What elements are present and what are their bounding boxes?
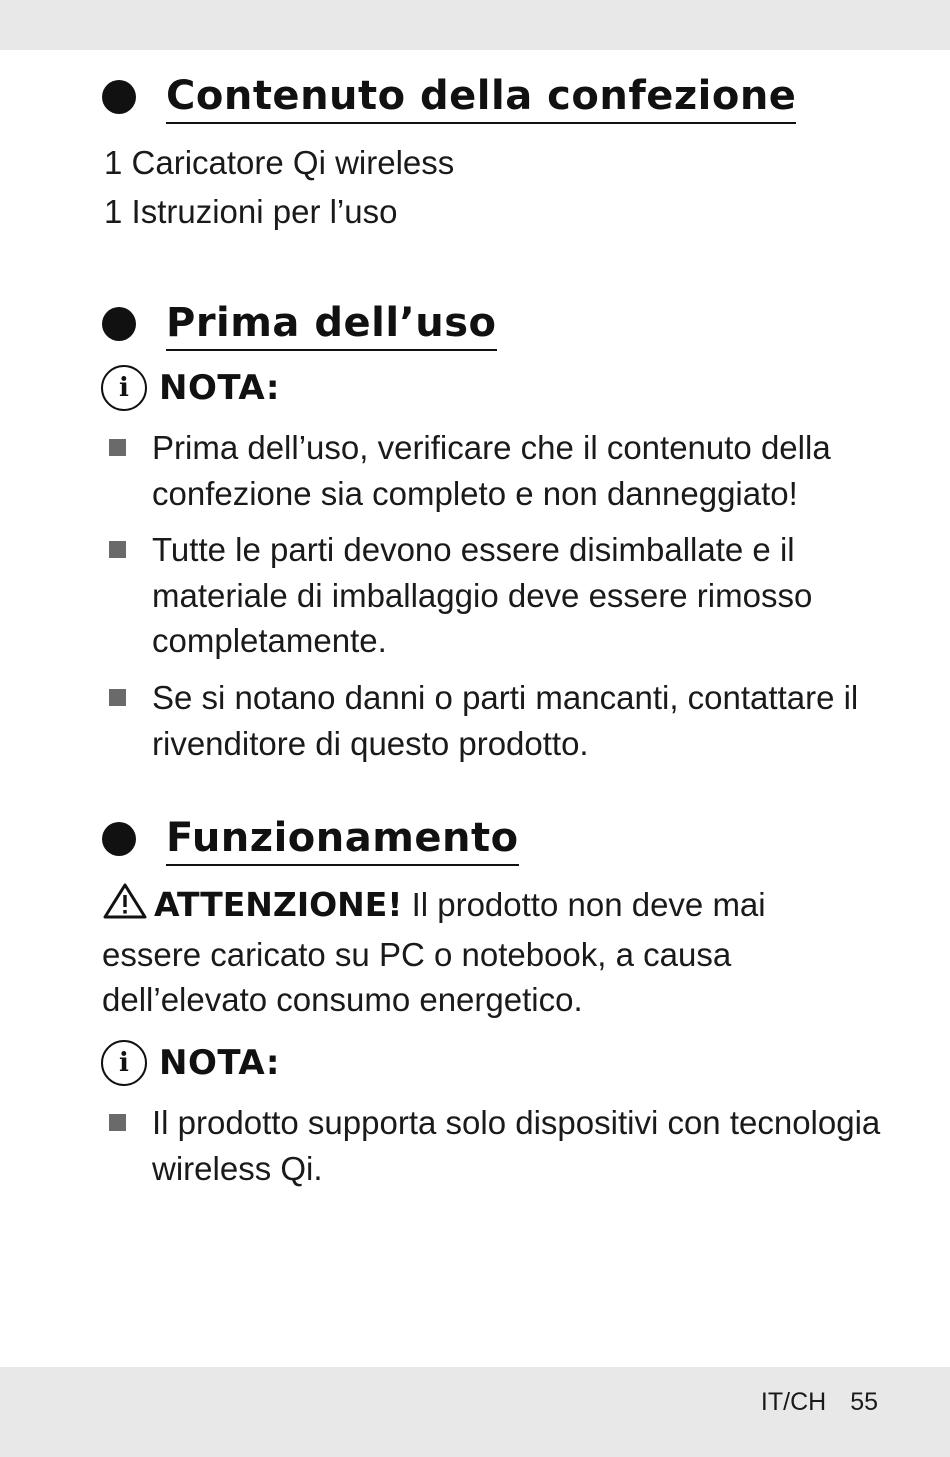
info-icon-glyph: i [119,373,129,403]
list-item [107,1100,887,1191]
list-item-text: Tutte le parti devono essere disimballate e il materiale di imballaggio deve essere rimosso completamente. [152,531,813,659]
section-title: Contenuto della confezione [166,70,796,124]
section-heading-contents [102,70,796,124]
page-number: 55 [850,1388,878,1416]
info-icon [101,1040,147,1086]
info-icon [101,365,147,411]
section-heading-before-use [102,297,497,351]
warning-text: Il prodotto non deve mai essere caricato su PC o notebook, a causa dell’elevato consumo energetico. [102,886,766,1018]
info-icon-glyph: i [119,1048,129,1078]
section-heading-operation [102,812,519,866]
square-bullet-icon [109,541,126,558]
square-bullet-icon [109,1114,126,1131]
list-item-text: Se si notano danni o parti mancanti, contattare il rivenditore di questo prodotto. [152,679,859,762]
list-item-text: Il prodotto supporta solo dispositivi con tecnologia wireless Qi. [152,1104,881,1187]
contents-line: 1 Caricatore Qi wireless [104,144,455,181]
heading-bullet-icon [102,80,136,114]
note-header [101,1040,280,1086]
list-item-text: Prima dell’uso, verificare che il contenuto della confezione sia completo e non danneggiato! [152,429,831,512]
list-item [107,675,887,766]
section-title: Prima dell’uso [166,297,497,351]
square-bullet-icon [109,439,126,456]
page-footer [761,1388,878,1417]
warning-block [102,882,862,1023]
list-item [107,425,887,516]
section-title: Funzionamento [166,812,519,866]
contents-line: 1 Istruzioni per l’uso [104,193,398,230]
list-item [107,527,887,664]
warning-triangle-icon [102,882,148,932]
square-bullet-icon [109,689,126,706]
warning-label: ATTENZIONE! [154,885,403,924]
heading-bullet-icon [102,822,136,856]
heading-bullet-icon [102,307,136,341]
note-header [101,365,280,411]
top-margin-band [0,0,950,50]
note-label: NOTA: [159,368,280,408]
note-label: NOTA: [159,1043,280,1083]
footer-language: IT/CH [760,1388,827,1416]
